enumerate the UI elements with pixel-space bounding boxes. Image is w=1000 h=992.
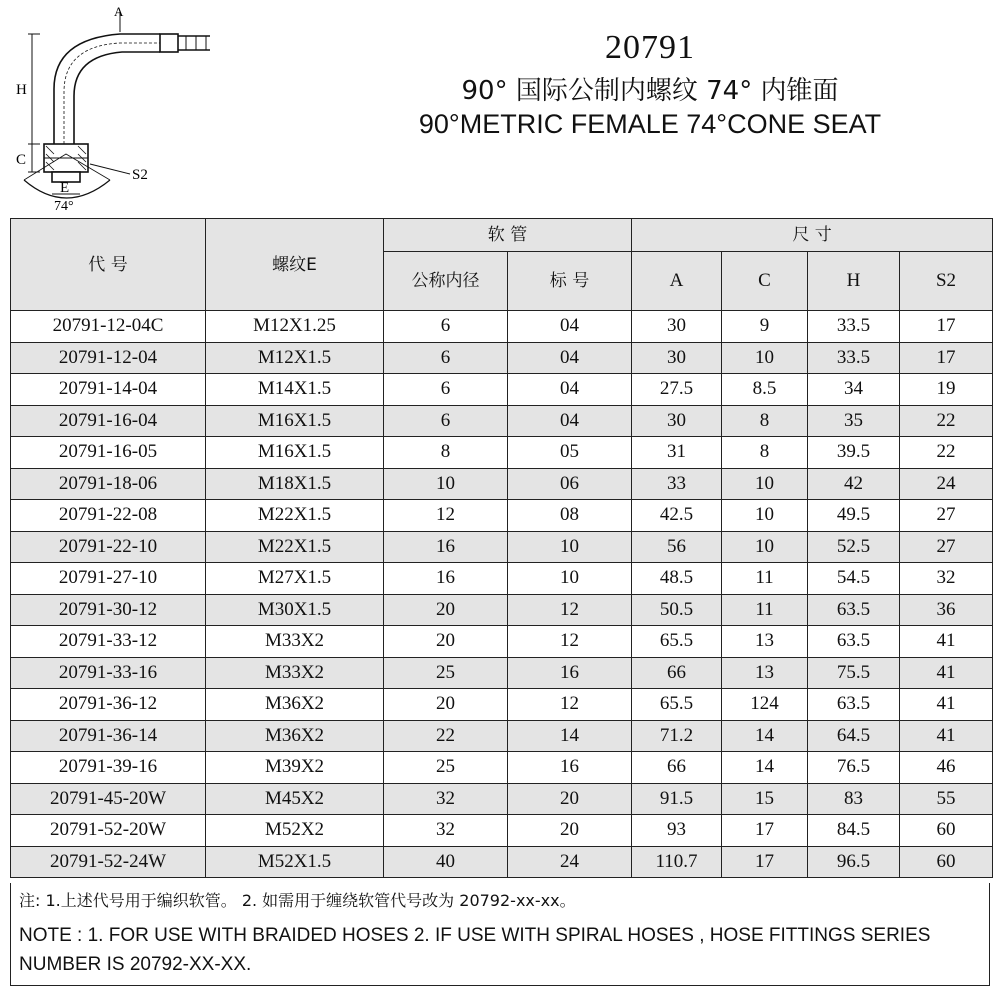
cell-dim-a: 31: [632, 437, 722, 469]
cell-dash-size: 08: [508, 500, 632, 532]
note-english: NOTE : 1. FOR USE WITH BRAIDED HOSES 2. IF USE WITH SPIRAL HOSES , HOSE FITTINGS SERIES NUMBER IS 20792-XX-XX.: [19, 925, 931, 975]
cell-dim-h: 35: [808, 405, 900, 437]
table-row: [11, 657, 993, 689]
cell-nominal-id: 16: [384, 531, 508, 563]
header-h: H: [808, 252, 900, 311]
cell-part-code: 20791-14-04: [11, 374, 206, 406]
dim-a-label: A: [114, 4, 124, 19]
cell-dim-s2: 55: [900, 783, 993, 815]
cell-part-code: 20791-52-20W: [11, 815, 206, 847]
cell-thread: M22X1.5: [206, 531, 384, 563]
cell-nominal-id: 22: [384, 720, 508, 752]
cell-thread: M52X1.5: [206, 846, 384, 878]
cell-nominal-id: 8: [384, 437, 508, 469]
spec-table: [10, 218, 993, 878]
table-row: [11, 468, 993, 500]
cell-dim-a: 30: [632, 405, 722, 437]
cell-dim-c: 8.5: [722, 374, 808, 406]
cell-dash-size: 20: [508, 815, 632, 847]
cell-thread: M36X2: [206, 720, 384, 752]
cell-dim-c: 11: [722, 594, 808, 626]
cell-part-code: 20791-33-16: [11, 657, 206, 689]
cell-dim-a: 42.5: [632, 500, 722, 532]
table-row: [11, 783, 993, 815]
cell-dash-size: 12: [508, 626, 632, 658]
cell-dim-s2: 60: [900, 846, 993, 878]
cell-dim-c: 10: [722, 500, 808, 532]
cell-dash-size: 05: [508, 437, 632, 469]
cell-dim-a: 30: [632, 311, 722, 343]
cell-dim-c: 13: [722, 657, 808, 689]
cell-thread: M18X1.5: [206, 468, 384, 500]
table-row: [11, 437, 993, 469]
cell-thread: M33X2: [206, 626, 384, 658]
cell-thread: M36X2: [206, 689, 384, 721]
cell-part-code: 20791-22-08: [11, 500, 206, 532]
cell-dim-h: 64.5: [808, 720, 900, 752]
notes-box: [10, 883, 990, 986]
cell-nominal-id: 32: [384, 783, 508, 815]
cell-nominal-id: 20: [384, 626, 508, 658]
cell-dim-s2: 22: [900, 405, 993, 437]
dim-s2-label: S2: [132, 167, 148, 183]
cell-dash-size: 20: [508, 783, 632, 815]
header-hose: 软 管: [384, 219, 632, 252]
header-s2: S2: [900, 252, 993, 311]
cell-dim-h: 52.5: [808, 531, 900, 563]
cell-part-code: 20791-12-04C: [11, 311, 206, 343]
cell-dim-a: 110.7: [632, 846, 722, 878]
table-row: [11, 374, 993, 406]
cell-dim-c: 14: [722, 752, 808, 784]
cell-dash-size: 04: [508, 405, 632, 437]
cell-dim-h: 84.5: [808, 815, 900, 847]
cell-thread: M33X2: [206, 657, 384, 689]
cell-part-code: 20791-52-24W: [11, 846, 206, 878]
cell-nominal-id: 10: [384, 468, 508, 500]
cell-part-code: 20791-22-10: [11, 531, 206, 563]
cell-dim-a: 33: [632, 468, 722, 500]
table-row: [11, 815, 993, 847]
header-c: C: [722, 252, 808, 311]
table-row: [11, 720, 993, 752]
cell-dim-s2: 17: [900, 342, 993, 374]
spec-table-body: [11, 311, 993, 878]
cell-part-code: 20791-16-05: [11, 437, 206, 469]
cell-dim-c: 10: [722, 468, 808, 500]
header-nominal-id: 公称内径: [384, 252, 508, 311]
cell-dim-s2: 36: [900, 594, 993, 626]
cell-thread: M16X1.5: [206, 405, 384, 437]
english-title: 90°METRIC FEMALE 74°CONE SEAT: [418, 109, 882, 139]
cell-dim-s2: 24: [900, 468, 993, 500]
cell-nominal-id: 6: [384, 311, 508, 343]
fitting-drawing: [10, 4, 210, 214]
cell-dim-h: 63.5: [808, 626, 900, 658]
cell-part-code: 20791-27-10: [11, 563, 206, 595]
cell-thread: M30X1.5: [206, 594, 384, 626]
cell-part-code: 20791-12-04: [11, 342, 206, 374]
cell-thread: M45X2: [206, 783, 384, 815]
cell-nominal-id: 40: [384, 846, 508, 878]
table-row: [11, 689, 993, 721]
cell-dim-c: 124: [722, 689, 808, 721]
cell-dim-c: 14: [722, 720, 808, 752]
cell-part-code: 20791-33-12: [11, 626, 206, 658]
cell-dim-h: 63.5: [808, 594, 900, 626]
cell-dim-h: 63.5: [808, 689, 900, 721]
cell-dash-size: 04: [508, 311, 632, 343]
cell-dim-a: 50.5: [632, 594, 722, 626]
cell-part-code: 20791-18-06: [11, 468, 206, 500]
table-row: [11, 500, 993, 532]
cell-dim-c: 8: [722, 437, 808, 469]
cell-dash-size: 10: [508, 531, 632, 563]
cell-dash-size: 04: [508, 374, 632, 406]
cell-dim-c: 10: [722, 531, 808, 563]
cell-thread: M39X2: [206, 752, 384, 784]
cell-nominal-id: 20: [384, 594, 508, 626]
cell-dim-c: 17: [722, 846, 808, 878]
cell-part-code: 20791-36-12: [11, 689, 206, 721]
cell-dim-h: 83: [808, 783, 900, 815]
dim-c-label: C: [16, 152, 27, 168]
cell-part-code: 20791-45-20W: [11, 783, 206, 815]
cell-thread: M22X1.5: [206, 500, 384, 532]
cell-thread: M16X1.5: [206, 437, 384, 469]
cell-dim-h: 39.5: [808, 437, 900, 469]
cell-dash-size: 16: [508, 657, 632, 689]
cell-dim-c: 9: [722, 311, 808, 343]
cell-dash-size: 04: [508, 342, 632, 374]
dim-h-label: H: [16, 82, 27, 98]
cell-dash-size: 24: [508, 846, 632, 878]
cell-dim-s2: 60: [900, 815, 993, 847]
cell-dim-a: 71.2: [632, 720, 722, 752]
cell-dim-c: 10: [722, 342, 808, 374]
table-row: [11, 846, 993, 878]
table-row: [11, 311, 993, 343]
table-row: [11, 531, 993, 563]
cell-dim-s2: 32: [900, 563, 993, 595]
cell-dim-a: 66: [632, 657, 722, 689]
cell-dim-h: 76.5: [808, 752, 900, 784]
header-code: 代 号: [11, 219, 206, 311]
cell-dash-size: 12: [508, 594, 632, 626]
cell-dash-size: 12: [508, 689, 632, 721]
cell-part-code: 20791-16-04: [11, 405, 206, 437]
cell-thread: M27X1.5: [206, 563, 384, 595]
header-dimensions: 尺 寸: [632, 219, 993, 252]
product-code-title: 20791: [605, 29, 695, 66]
cell-thread: M14X1.5: [206, 374, 384, 406]
cell-dim-h: 33.5: [808, 311, 900, 343]
cell-dim-s2: 22: [900, 437, 993, 469]
table-row: [11, 405, 993, 437]
cell-part-code: 20791-30-12: [11, 594, 206, 626]
cell-dim-h: 54.5: [808, 563, 900, 595]
table-row: [11, 342, 993, 374]
cell-dim-s2: 27: [900, 500, 993, 532]
cell-nominal-id: 6: [384, 342, 508, 374]
table-row: [11, 626, 993, 658]
header-thread: 螺纹E: [206, 219, 384, 311]
chinese-title: 90° 国际公制内螺纹 74° 内锥面: [461, 76, 839, 106]
cell-dim-a: 30: [632, 342, 722, 374]
cell-nominal-id: 25: [384, 657, 508, 689]
cell-dim-c: 11: [722, 563, 808, 595]
cell-dash-size: 06: [508, 468, 632, 500]
cell-dim-a: 66: [632, 752, 722, 784]
cell-dim-c: 13: [722, 626, 808, 658]
cell-nominal-id: 6: [384, 405, 508, 437]
cell-dash-size: 14: [508, 720, 632, 752]
cell-dim-s2: 41: [900, 689, 993, 721]
cell-dim-s2: 19: [900, 374, 993, 406]
cell-dim-c: 17: [722, 815, 808, 847]
cell-part-code: 20791-39-16: [11, 752, 206, 784]
cell-nominal-id: 20: [384, 689, 508, 721]
dim-angle-label: 74°: [54, 199, 74, 214]
table-row: [11, 594, 993, 626]
cell-dim-h: 42: [808, 468, 900, 500]
cell-dim-a: 91.5: [632, 783, 722, 815]
cell-dim-s2: 41: [900, 657, 993, 689]
cell-nominal-id: 25: [384, 752, 508, 784]
cell-dim-a: 56: [632, 531, 722, 563]
cell-part-code: 20791-36-14: [11, 720, 206, 752]
cell-dim-a: 65.5: [632, 689, 722, 721]
cell-dim-a: 27.5: [632, 374, 722, 406]
cell-thread: M12X1.25: [206, 311, 384, 343]
cell-thread: M52X2: [206, 815, 384, 847]
cell-dim-h: 49.5: [808, 500, 900, 532]
cell-dim-c: 15: [722, 783, 808, 815]
cell-dash-size: 16: [508, 752, 632, 784]
cell-dim-s2: 17: [900, 311, 993, 343]
cell-dim-h: 33.5: [808, 342, 900, 374]
dim-e-label: E: [60, 180, 70, 196]
cell-dash-size: 10: [508, 563, 632, 595]
cell-nominal-id: 32: [384, 815, 508, 847]
cell-dim-h: 75.5: [808, 657, 900, 689]
header-a: A: [632, 252, 722, 311]
table-row: [11, 563, 993, 595]
cell-dim-s2: 27: [900, 531, 993, 563]
table-row: [11, 752, 993, 784]
cell-nominal-id: 6: [384, 374, 508, 406]
cell-dim-a: 48.5: [632, 563, 722, 595]
cell-dim-a: 65.5: [632, 626, 722, 658]
cell-dim-s2: 41: [900, 720, 993, 752]
title-block: [330, 28, 970, 140]
cell-dim-s2: 41: [900, 626, 993, 658]
header-dash-size: 标 号: [508, 252, 632, 311]
cell-dim-h: 34: [808, 374, 900, 406]
cell-dim-s2: 46: [900, 752, 993, 784]
cell-nominal-id: 16: [384, 563, 508, 595]
cell-nominal-id: 12: [384, 500, 508, 532]
cell-dim-a: 93: [632, 815, 722, 847]
cell-dim-h: 96.5: [808, 846, 900, 878]
cell-thread: M12X1.5: [206, 342, 384, 374]
cell-dim-c: 8: [722, 405, 808, 437]
note-chinese: 注: 1.上述代号用于编织软管。 2. 如需用于缠绕软管代号改为 20792-xx-xx。: [19, 891, 576, 910]
